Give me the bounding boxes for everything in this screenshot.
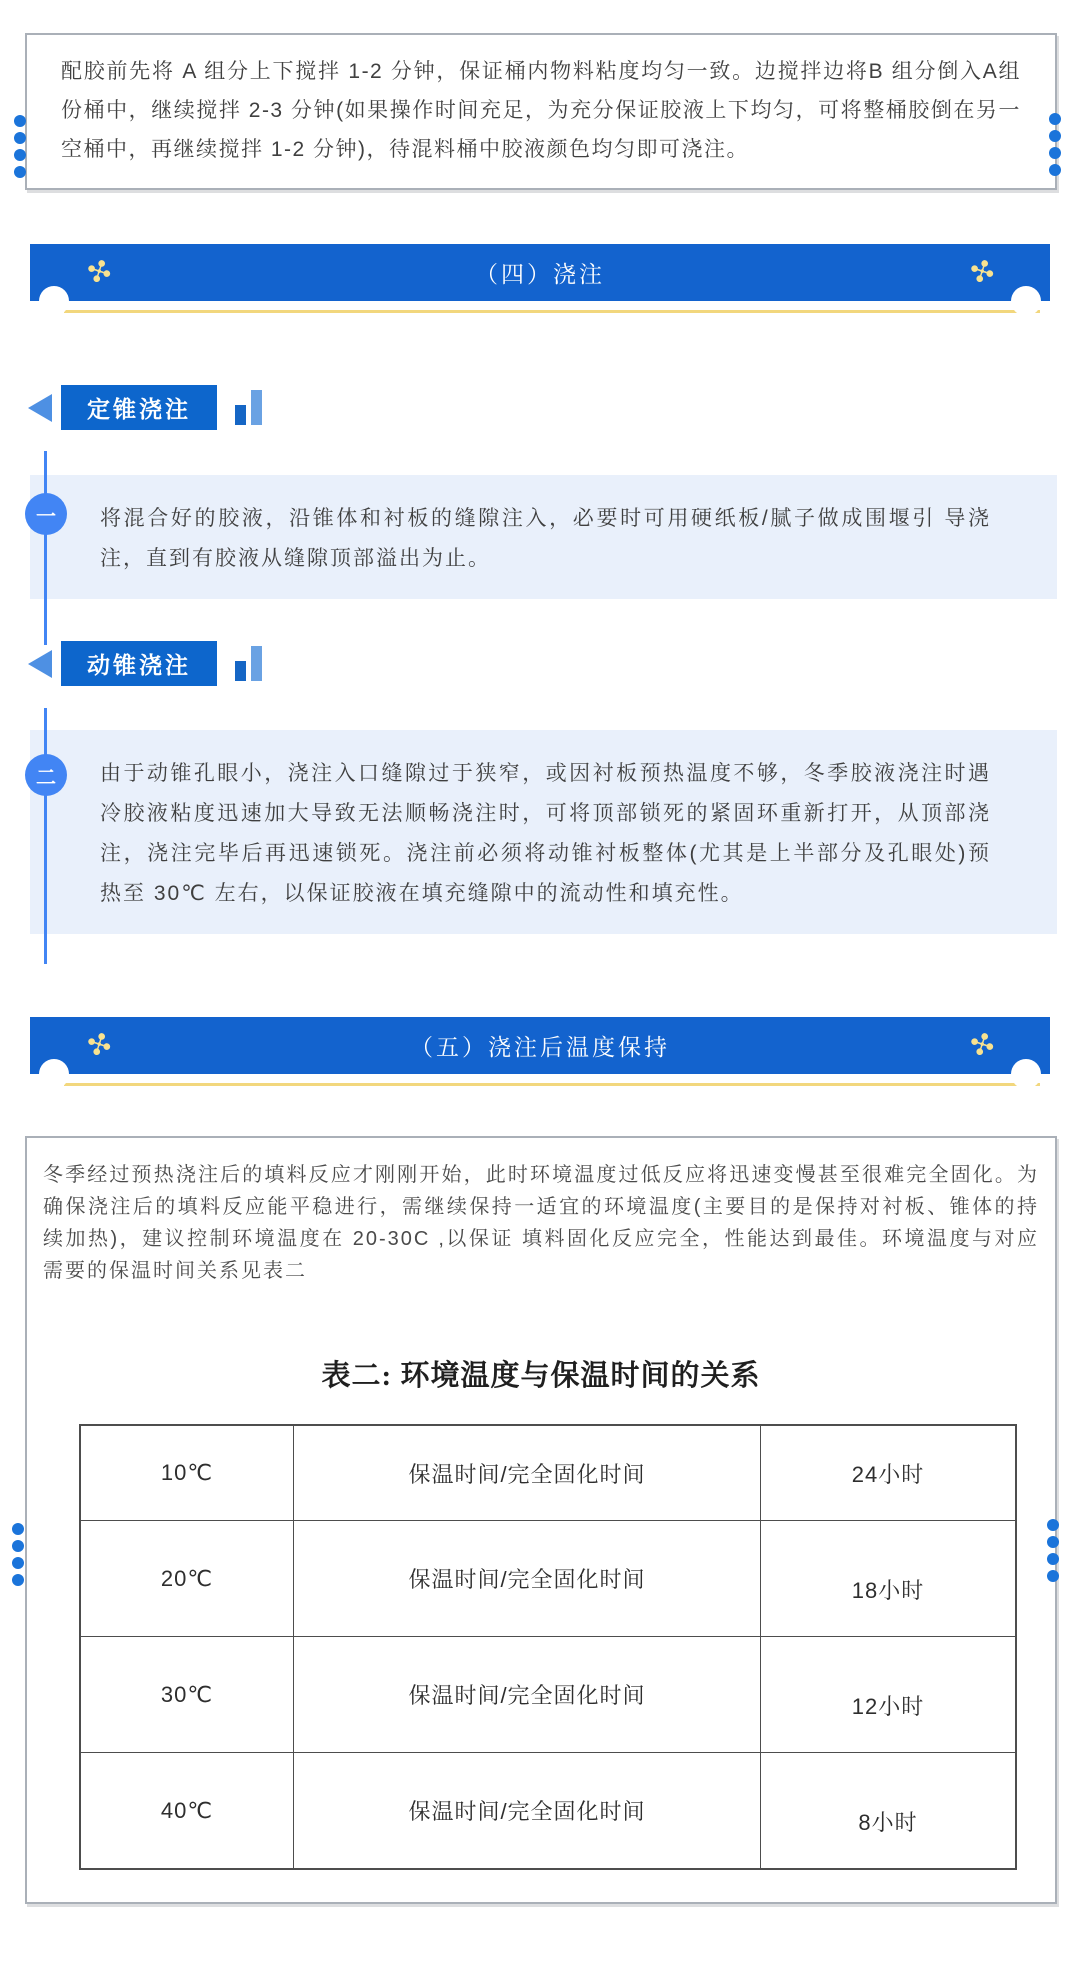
cell-label: 保温时间/完全固化时间 [294, 1753, 761, 1870]
cell-label: 保温时间/完全固化时间 [294, 1521, 761, 1637]
cell-duration: 24小时 [761, 1425, 1017, 1521]
subsection-label: 定锥浇注 [61, 385, 217, 430]
ribbon-notch [39, 1059, 69, 1089]
dot-icon [1049, 130, 1061, 142]
table-row [80, 1637, 1016, 1753]
subsection-header-dingzhui [28, 385, 1080, 430]
left-triangle-icon [28, 394, 52, 422]
banner-title: （五）浇注后温度保持 [410, 1034, 670, 1060]
banner-title: （四）浇注 [475, 261, 605, 287]
dot-icon [1047, 1570, 1059, 1582]
step-paragraph: 将混合好的胶液，沿锥体和衬板的缝隙注入，必要时可用硬纸板/腻子做成围堰引 导浇注，直到有胶液从缝隙顶部溢出为止。 [100, 507, 991, 570]
dot-icon [12, 1557, 24, 1569]
decor-dots-top-left [14, 115, 26, 183]
dot-icon [1049, 113, 1061, 125]
subsection-header-dongzhui [28, 641, 1080, 686]
dot-icon [12, 1540, 24, 1552]
cell-duration: 18小时 [761, 1521, 1017, 1637]
step-paragraph: 由于动锥孔眼小，浇注入口缝隙过于狭窄，或因衬板预热温度不够，冬季胶液浇注时遇冷胶液粘度迅速加大导致无法顺畅浇注时，可将顶部锁死的紧固环重新打开，从顶部浇注，浇注完毕后再迅速锁死。浇注前必须将动锥衬板整体(尤其是上半部分及孔眼处)预热至 30℃ 左右，以保证胶液在填充缝隙中的流动性和填充性。 [100, 762, 991, 905]
outro-card [25, 1136, 1057, 1904]
subsection-label: 动锥浇注 [61, 641, 217, 686]
step-box-1 [30, 475, 1057, 599]
bar-tall [251, 390, 262, 425]
cell-temperature: 40℃ [80, 1753, 294, 1870]
outro-paragraph: 冬季经过预热浇注后的填料反应才刚刚开始，此时环境温度过低反应将迅速变慢甚至很难完全固化。为确保浇注后的填料反应能平稳进行，需继续保持一适宜的环境温度(主要目的是保持对衬板、锥体的持续加热)，建议控制环境温度在 20-30C ,以保证 填料固化反应完全，性能达到最佳。环境温度与对应需要的保温时间关系见表二 [43, 1164, 1039, 1282]
step-number-badge: 一 [25, 493, 67, 535]
sparkle-icon: ✣ [81, 1025, 116, 1065]
timeline-rail [44, 451, 47, 645]
bar-short [235, 405, 246, 425]
gold-divider [64, 1083, 1040, 1086]
dot-icon [1049, 147, 1061, 159]
cell-temperature: 20℃ [80, 1521, 294, 1637]
ribbon-notch [39, 286, 69, 316]
dot-icon [12, 1574, 24, 1586]
holding-time-table [79, 1424, 1017, 1870]
bar-tall [251, 646, 262, 681]
article-page [0, 33, 1080, 1962]
cell-label: 保温时间/完全固化时间 [294, 1637, 761, 1753]
step-number-badge: 二 [25, 754, 67, 796]
cell-temperature: 10℃ [80, 1425, 294, 1521]
cell-temperature: 30℃ [80, 1637, 294, 1753]
intro-card [25, 33, 1057, 190]
sparkle-icon: ✣ [964, 252, 999, 292]
cell-label: 保温时间/完全固化时间 [294, 1425, 761, 1521]
table-title: 表二: 环境温度与保温时间的关系 [321, 1360, 761, 1392]
sparkle-icon: ✣ [81, 252, 116, 292]
table-row [80, 1521, 1016, 1637]
dot-icon [14, 132, 26, 144]
step-box-2 [30, 730, 1057, 934]
intro-paragraph: 配胶前先将 A 组分上下搅拌 1-2 分钟，保证桶内物料粘度均匀一致。边搅拌边将B 组分倒入A组份桶中，继续搅拌 2-3 分钟(如果操作时间充足，为充分保证胶液上下均匀，可将整桶胶倒在另一空桶中，再继续搅拌 1-2 分钟)，待混料桶中胶液颜色均匀即可浇注。 [61, 60, 1021, 161]
dot-icon [14, 115, 26, 127]
dot-icon [12, 1523, 24, 1535]
table-row [80, 1425, 1016, 1521]
ribbon-notch [1011, 286, 1041, 316]
cell-duration: 12小时 [761, 1637, 1017, 1753]
decor-dots-top-right [1049, 113, 1061, 181]
decor-dots-bottom-right [1047, 1519, 1059, 1587]
dot-icon [1047, 1536, 1059, 1548]
table-row [80, 1753, 1016, 1870]
bar-chart-icon [235, 646, 262, 681]
bar-short [235, 661, 246, 681]
section-banner-4 [30, 244, 1050, 301]
cell-duration: 8小时 [761, 1753, 1017, 1870]
gold-divider [64, 310, 1040, 313]
sparkle-icon: ✣ [964, 1025, 999, 1065]
left-triangle-icon [28, 650, 52, 678]
dot-icon [1047, 1553, 1059, 1565]
dot-icon [14, 166, 26, 178]
dot-icon [1049, 164, 1061, 176]
bar-chart-icon [235, 390, 262, 425]
ribbon-notch [1011, 1059, 1041, 1089]
decor-dots-bottom-left [12, 1523, 24, 1591]
dot-icon [14, 149, 26, 161]
section-banner-5 [30, 1017, 1050, 1074]
dot-icon [1047, 1519, 1059, 1531]
timeline-rail [44, 708, 47, 964]
